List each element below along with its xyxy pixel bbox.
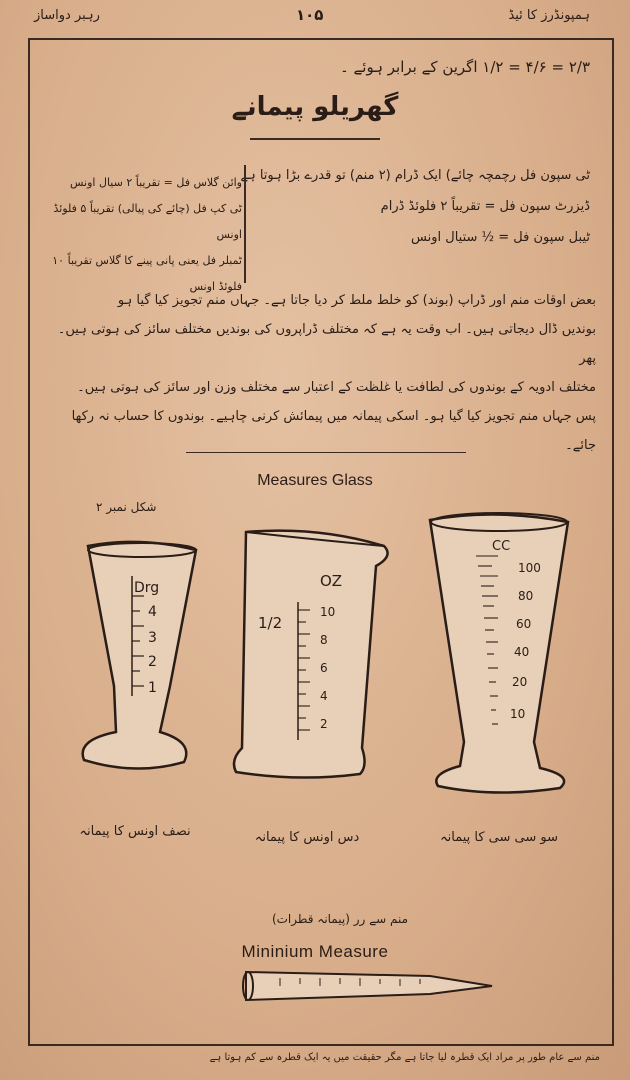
measure-teacup: ٹی کپ فل (چائے کی پیالی) تقریباً ۵ فلوئڈ اونس (53, 202, 242, 241)
glass-unit-label: Drg (134, 580, 160, 596)
glass-fraction-label: 1/2 (258, 614, 283, 632)
grain-formula: ۲/۳ = ۴/۶ = ۱/۲ اگرین کے برابر ہوئے ۔ (339, 58, 590, 76)
header-book-title: رہبر دواساز (34, 8, 100, 23)
minim-measure-urdu-label: منم سے رر (پیمانہ قطرات) (271, 912, 409, 926)
minim-drop-paragraph (40, 286, 596, 460)
page-title: گھریلو پیمانے (231, 92, 399, 122)
glass-tick-label: 10 (510, 707, 526, 721)
page-number: ۱۰۵ (296, 6, 324, 24)
glass-unit-label: OZ (320, 572, 343, 590)
paragraph-line: پس جہاں منم تجویز کیا گیا ہو۔ اسکی پیمانہ میں پیمائش کرنی چاہیے۔ بوندوں کا حساب نہ رکھا جائے۔ (71, 409, 596, 453)
minim-measure-title: Mininium Measure (241, 942, 389, 961)
title-underline (250, 138, 380, 140)
glass-tick-label: 20 (512, 675, 528, 689)
glass-tick-label: 3 (148, 630, 157, 646)
measure-wineglass: وائن گلاس فل = تقریباً ۲ سیال اونس (70, 176, 242, 189)
minim-measure-illustration (240, 964, 500, 1010)
glass-tick-label: 8 (320, 633, 328, 647)
paragraph-line: بعض اوقات منم اور ڈراپ (بوند) کو خلط ملط کر دیا جاتا ہے۔ جہاں منم تجویز کیا گیا ہو (117, 293, 596, 308)
hundred-cc-glass-caption: سو سی سی کا پیمانہ (440, 830, 558, 845)
glass-tick-label: 4 (148, 604, 157, 620)
glass-tick-label: 40 (514, 645, 530, 659)
ten-ounce-glass-illustration (228, 526, 398, 786)
glass-tick-label: 6 (320, 661, 328, 675)
figure-label: شکل نمبر ۲ (96, 500, 157, 514)
glass-tick-label: 60 (516, 617, 532, 631)
glass-tick-label: 1 (148, 680, 157, 696)
column-divider (244, 165, 246, 283)
glass-tick-label: 100 (518, 561, 541, 575)
glass-tick-label: 2 (148, 654, 157, 670)
half-ounce-glass-illustration (74, 536, 204, 786)
household-measures-right (234, 160, 590, 253)
glass-tick-label: 4 (320, 689, 328, 703)
measure-teaspoon: ٹی سپون فل رچمچہ چائے) ایک ڈرام (۲ منم) تو قدرے بڑا ہوتا ہے (240, 168, 590, 183)
section-rule (186, 452, 466, 453)
glass-tick-label: 2 (320, 717, 328, 731)
measure-tumbler: ٹمبلر فل یعنی پانی پینے کا گلاس تقریباً ۱۰ فلوئڈ اونس (52, 254, 242, 293)
header-series-title: ہمپونڈرز کا ئیڈ (508, 8, 590, 23)
page-header (0, 6, 630, 32)
paragraph-line: مختلف ادویہ کے بوندوں کی لطافت یا غلظت کے اعتبار سے مختلف وزن اور سائز کی ہوتی ہیں۔ (77, 380, 596, 395)
half-ounce-glass-caption: نصف اونس کا پیمانہ (79, 824, 191, 839)
glass-unit-label: CC (492, 539, 511, 554)
glass-tick-label: 80 (518, 589, 534, 603)
measure-dessertspoon: ڈیزرٹ سپون فل = تقریباً ۲ فلوئڈ ڈرام (380, 199, 590, 214)
glass-tick-label: 10 (320, 605, 336, 619)
ten-ounce-glass-caption: دس اونس کا پیمانہ (254, 830, 360, 845)
paragraph-line: بوندیں ڈال دیجاتی ہیں۔ اب وقت یہ ہے کہ مختلف ڈراپروں کی بوندیں مختلف سائز کی ہوتی ہیں۔ پھر (57, 322, 596, 366)
household-measures-left (36, 170, 242, 300)
page-footer-note: منم سے عام طور پر مراد ایک قطرہ لیا جاتا ہے مگر حقیقت میں یہ ایک قطرہ سے کم ہوتا ہے (209, 1052, 600, 1063)
hundred-cc-glass-illustration (424, 506, 574, 796)
measure-tablespoon: ٹیبل سپون فل = ½ ستیال اونس (411, 230, 590, 245)
measures-glass-title: Measures Glass (257, 472, 373, 489)
